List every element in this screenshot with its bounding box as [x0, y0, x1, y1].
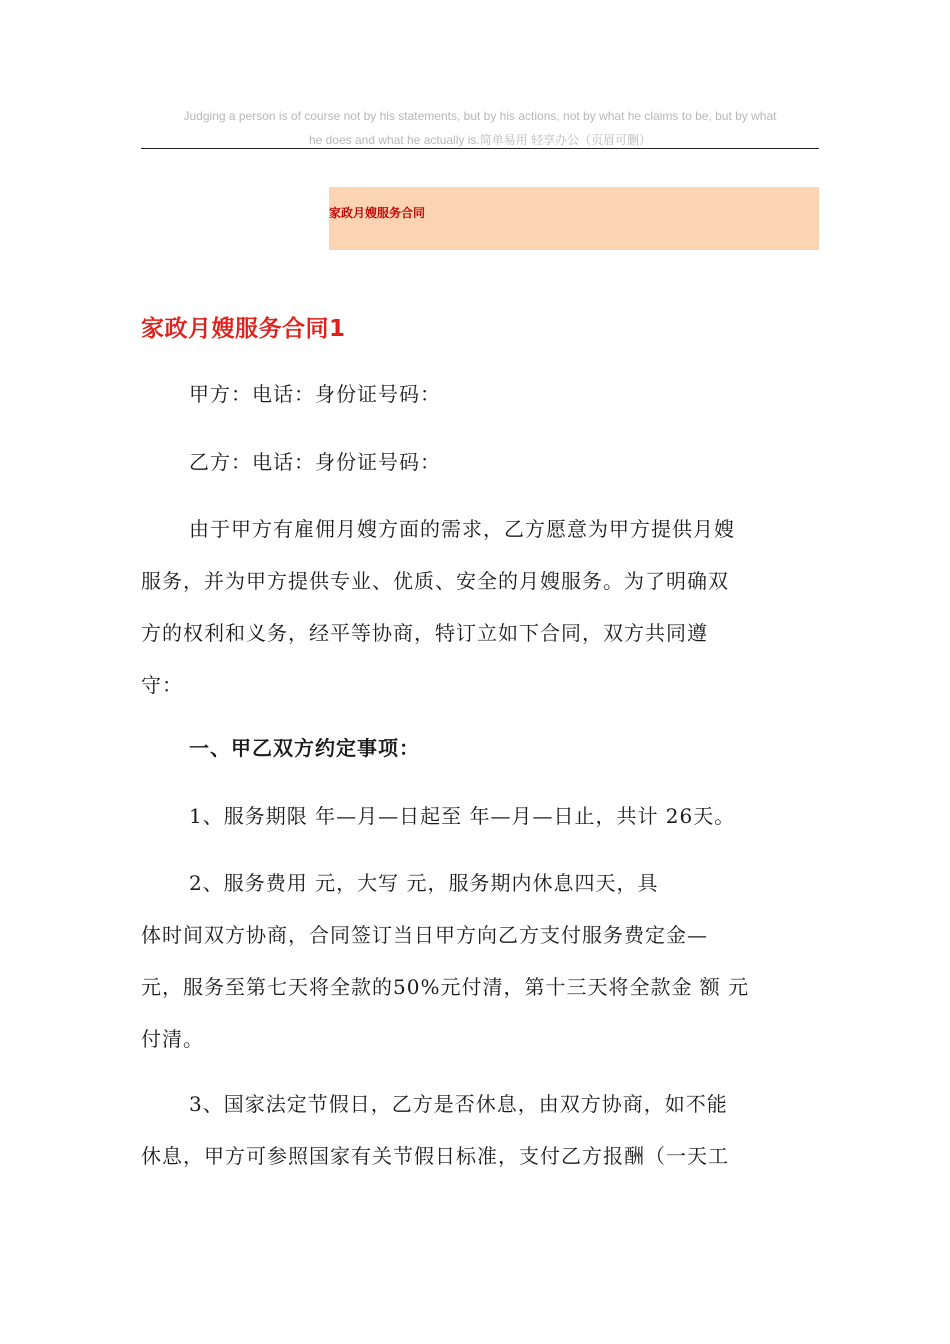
page-header: [141, 104, 819, 152]
item-2-line: 2、服务费用 元，大写 元，服务期内休息四天，具: [189, 871, 659, 895]
party-b-text: 乙方：电话：身份证号码：: [189, 450, 441, 474]
item-2-line: 体时间双方协商，合同签订当日甲方向乙方支付服务费定金—: [141, 923, 708, 947]
intro-line: 方的权利和义务，经平等协商，特订立如下合同，双方共同遵: [141, 621, 708, 645]
intro-line: 由于甲方有雇佣月嫂方面的需求，乙方愿意为甲方提供月嫂: [189, 517, 735, 541]
header-quote-line-2: he does and what he actually is.简单易用 轻享办公（页眉可删）: [308, 133, 652, 147]
banner-title: 家政月嫂服务合同: [329, 206, 426, 220]
intro-paragraph: [141, 503, 819, 711]
header-divider: [141, 148, 819, 149]
section-1-heading: 一、甲乙双方约定事项：: [189, 736, 420, 760]
item-3-line: 休息，甲方可参照国家有关节假日标准，支付乙方报酬（一天工: [141, 1144, 729, 1168]
party-b-line: [141, 436, 819, 488]
item-3-paragraph: [141, 1078, 819, 1182]
intro-line: 服务，并为甲方提供专业、优质、安全的月嫂服务。为了明确双: [141, 569, 729, 593]
item-1-text: 1、服务期限 年—月—日起至 年—月—日止，共计 26天。: [189, 804, 736, 828]
document-title: 家政月嫂服务合同1: [141, 316, 346, 342]
header-quote-line-1: Judging a person is of course not by his statements, but by his actions, not by what he claims to be, but by what: [183, 109, 777, 123]
item-2-line: 付清。: [141, 1027, 204, 1051]
party-a-line: [141, 368, 819, 420]
party-a-text: 甲方：电话：身份证号码：: [189, 382, 441, 406]
item-2-paragraph: [141, 857, 819, 1065]
item-1-line: [141, 790, 819, 842]
section-1-heading-line: [141, 722, 819, 774]
intro-line: 守：: [141, 673, 183, 697]
item-3-line: 3、国家法定节假日，乙方是否休息，由双方协商，如不能: [189, 1092, 728, 1116]
title-banner: [329, 187, 819, 250]
item-2-line: 元，服务至第七天将全款的50%元付清，第十三天将全款金 额 元: [141, 975, 750, 999]
